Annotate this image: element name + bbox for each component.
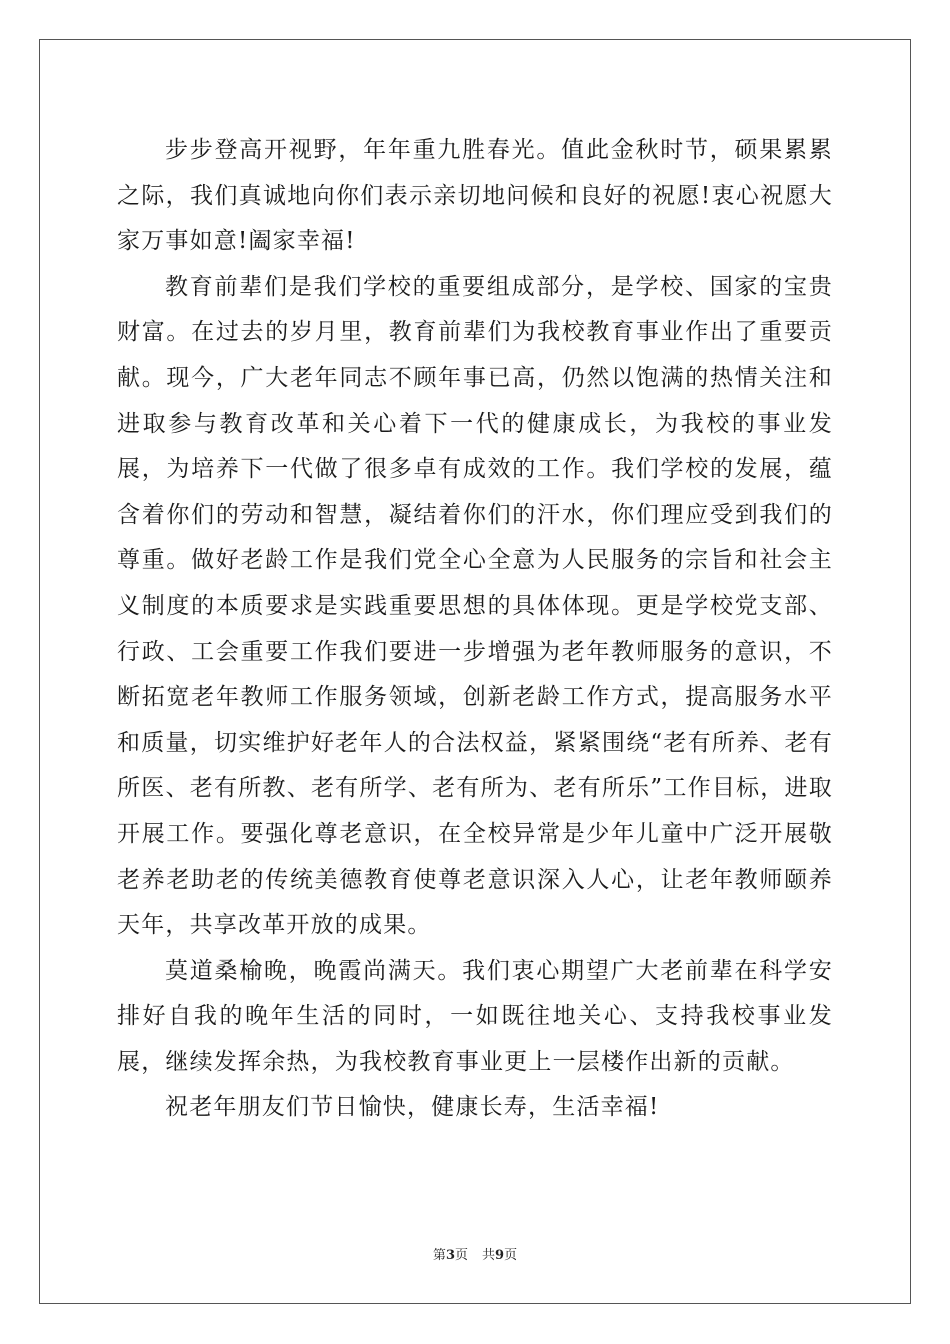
paragraph-wishes: 祝老年朋友们节日愉快，健康长寿，生活幸福! [165,1094,660,1121]
page-number: 第3页 [432,1248,468,1263]
page-total: 共9页 [482,1248,518,1263]
document-body [117,128,833,1131]
paragraph-hope: 莫道桑榆晚，晚霞尚满天。我们衷心期望广大老前辈在科学安排好自我的晚年生活的同时，一如既往地关心、支持我校事业发展，继续发挥余热，为我校教育事业更上一层楼作出新的贡献。 [117,957,833,1075]
page-footer [0,1247,950,1265]
paragraph-tribute: 教育前辈们是我们学校的重要组成部分，是学校、国家的宝贵财富。在过去的岁月里，教育前辈们为我校教育事业作出了重要贡献。现今，广大老年同志不顾年事已高，仍然以饱满的热情关注和进取参与教育改革和关心着下一代的健康成长，为我校的事业发展，为培养下一代做了很多卓有成效的工作。我们学校的发展，蕴含着你们的劳动和智慧，凝结着你们的汗水，你们理应受到我们的尊重。做好老龄工作是我们党全心全意为人民服务的宗旨和社会主义制度的本质要求是实践重要思想的具体体现。更是学校党支部、行政、工会重要工作我们要进一步增强为老年教师服务的意识，不断拓宽老年教师工作服务领域，创新老龄工作方式，提高服务水平和质量，切实维护好老年人的合法权益，紧紧围绕“老有所养、老有所医、老有所教、老有所学、老有所为、老有所乐”工作目标，进取开展工作。要强化尊老意识，在全校异常是少年儿童中广泛开展敬老养老助老的传统美德教育使尊老意识深入人心，让老年教师颐养天年，共享改革开放的成果。 [117,273,833,939]
paragraph-greeting: 步步登高开视野，年年重九胜春光。值此金秋时节，硕果累累之际，我们真诚地向你们表示亲切地问候和良好的祝愿!衷心祝愿大家万事如意!阖家幸福! [117,137,833,255]
